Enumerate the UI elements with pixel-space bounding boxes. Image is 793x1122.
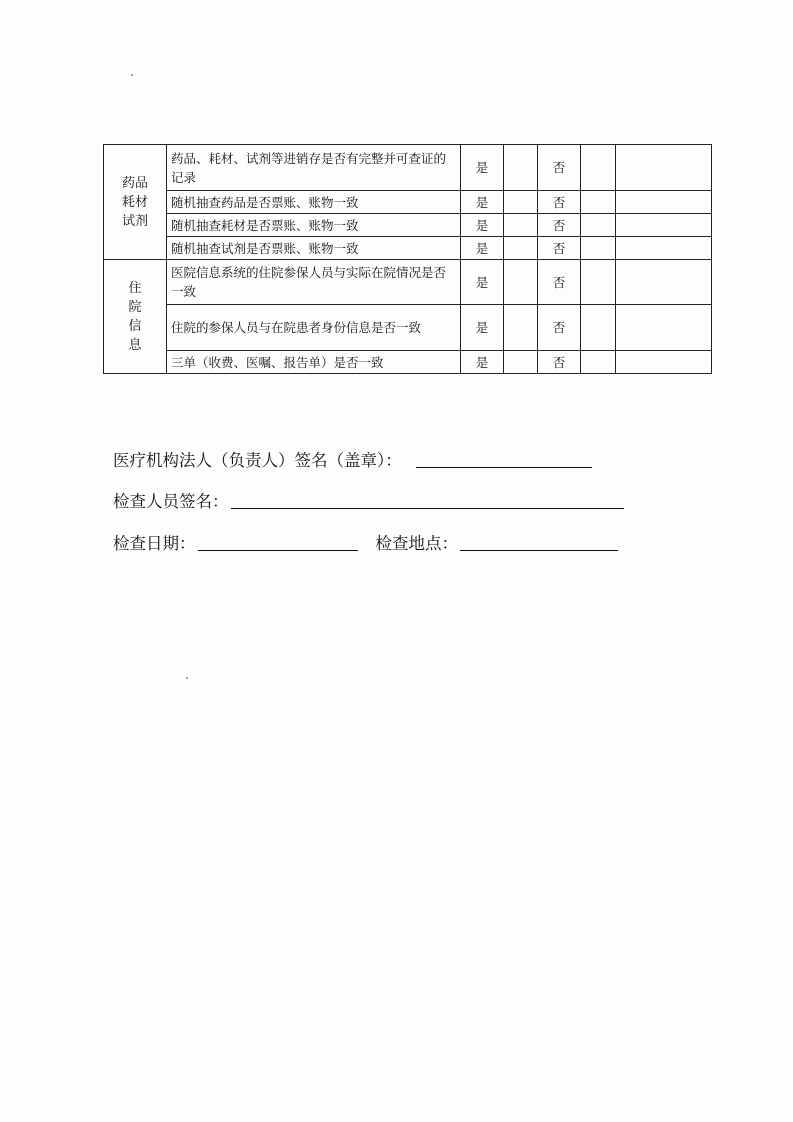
category-cell-inpatient [104, 260, 167, 374]
inspector-signature-line [113, 488, 624, 512]
inspection-checklist-table [103, 144, 712, 374]
remarks-cell[interactable] [616, 145, 712, 191]
table-row [104, 351, 712, 374]
yes-checkbox-cell[interactable] [504, 260, 538, 305]
yes-label: 是 [461, 351, 504, 374]
check-item: 住院的参保人员与在院患者身份信息是否一致 [167, 305, 461, 351]
no-checkbox-cell[interactable] [581, 305, 616, 351]
no-checkbox-cell[interactable] [581, 145, 616, 191]
check-item: 三单（收费、医嘱、报告单）是否一致 [167, 351, 461, 374]
yes-checkbox-cell[interactable] [504, 214, 538, 237]
inspection-location-field[interactable] [460, 549, 618, 551]
inspector-signature-field[interactable] [231, 507, 624, 509]
no-label: 否 [538, 145, 581, 191]
table-row [104, 237, 712, 260]
remarks-cell[interactable] [616, 214, 712, 237]
check-item: 药品、耗材、试剂等进销存是否有完整并可查证的记录 [167, 145, 461, 191]
category-label: 耗材 [121, 194, 148, 210]
table-row [104, 260, 712, 305]
check-item: 医院信息系统的住院参保人员与实际在院情况是否一致 [167, 260, 461, 305]
yes-checkbox-cell[interactable] [504, 305, 538, 351]
category-label: 试剂 [121, 213, 148, 229]
check-item: 随机抽查试剂是否票账、账物一致 [167, 237, 461, 260]
category-cell-drugs [104, 145, 167, 260]
table-row [104, 214, 712, 237]
inspector-signature-label: 检查人员签名： [113, 492, 229, 511]
yes-label: 是 [461, 214, 504, 237]
no-label: 否 [538, 260, 581, 305]
yes-checkbox-cell[interactable] [504, 145, 538, 191]
scan-speck [186, 677, 188, 679]
no-checkbox-cell[interactable] [581, 237, 616, 260]
scan-speck [131, 74, 133, 76]
check-item: 随机抽查药品是否票账、账物一致 [167, 191, 461, 214]
table-row [104, 191, 712, 214]
category-label: 信 [128, 318, 142, 334]
date-location-line [113, 530, 618, 554]
table-row [104, 305, 712, 351]
inspection-location-label: 检查地点： [375, 534, 458, 553]
remarks-cell[interactable] [616, 351, 712, 374]
legal-person-signature-field[interactable] [416, 466, 592, 468]
category-label: 住 [128, 280, 142, 296]
no-label: 否 [538, 237, 581, 260]
legal-person-signature-line [113, 447, 592, 471]
table-row [104, 145, 712, 191]
no-checkbox-cell[interactable] [581, 214, 616, 237]
yes-checkbox-cell[interactable] [504, 237, 538, 260]
remarks-cell[interactable] [616, 191, 712, 214]
yes-label: 是 [461, 305, 504, 351]
no-checkbox-cell[interactable] [581, 260, 616, 305]
no-label: 否 [538, 305, 581, 351]
remarks-cell[interactable] [616, 237, 712, 260]
category-label: 息 [128, 337, 142, 353]
yes-label: 是 [461, 237, 504, 260]
no-label: 否 [538, 214, 581, 237]
yes-checkbox-cell[interactable] [504, 351, 538, 374]
yes-label: 是 [461, 145, 504, 191]
yes-checkbox-cell[interactable] [504, 191, 538, 214]
no-checkbox-cell[interactable] [581, 351, 616, 374]
category-label: 药品 [121, 175, 148, 191]
remarks-cell[interactable] [616, 305, 712, 351]
category-label: 院 [128, 299, 142, 315]
legal-person-signature-label: 医疗机构法人（负责人）签名（盖章）： [113, 451, 402, 470]
check-item: 随机抽查耗材是否票账、账物一致 [167, 214, 461, 237]
no-label: 否 [538, 191, 581, 214]
no-label: 否 [538, 351, 581, 374]
inspection-date-field[interactable] [198, 549, 358, 551]
yes-label: 是 [461, 191, 504, 214]
yes-label: 是 [461, 260, 504, 305]
remarks-cell[interactable] [616, 260, 712, 305]
inspection-date-label: 检查日期： [113, 534, 196, 553]
no-checkbox-cell[interactable] [581, 191, 616, 214]
